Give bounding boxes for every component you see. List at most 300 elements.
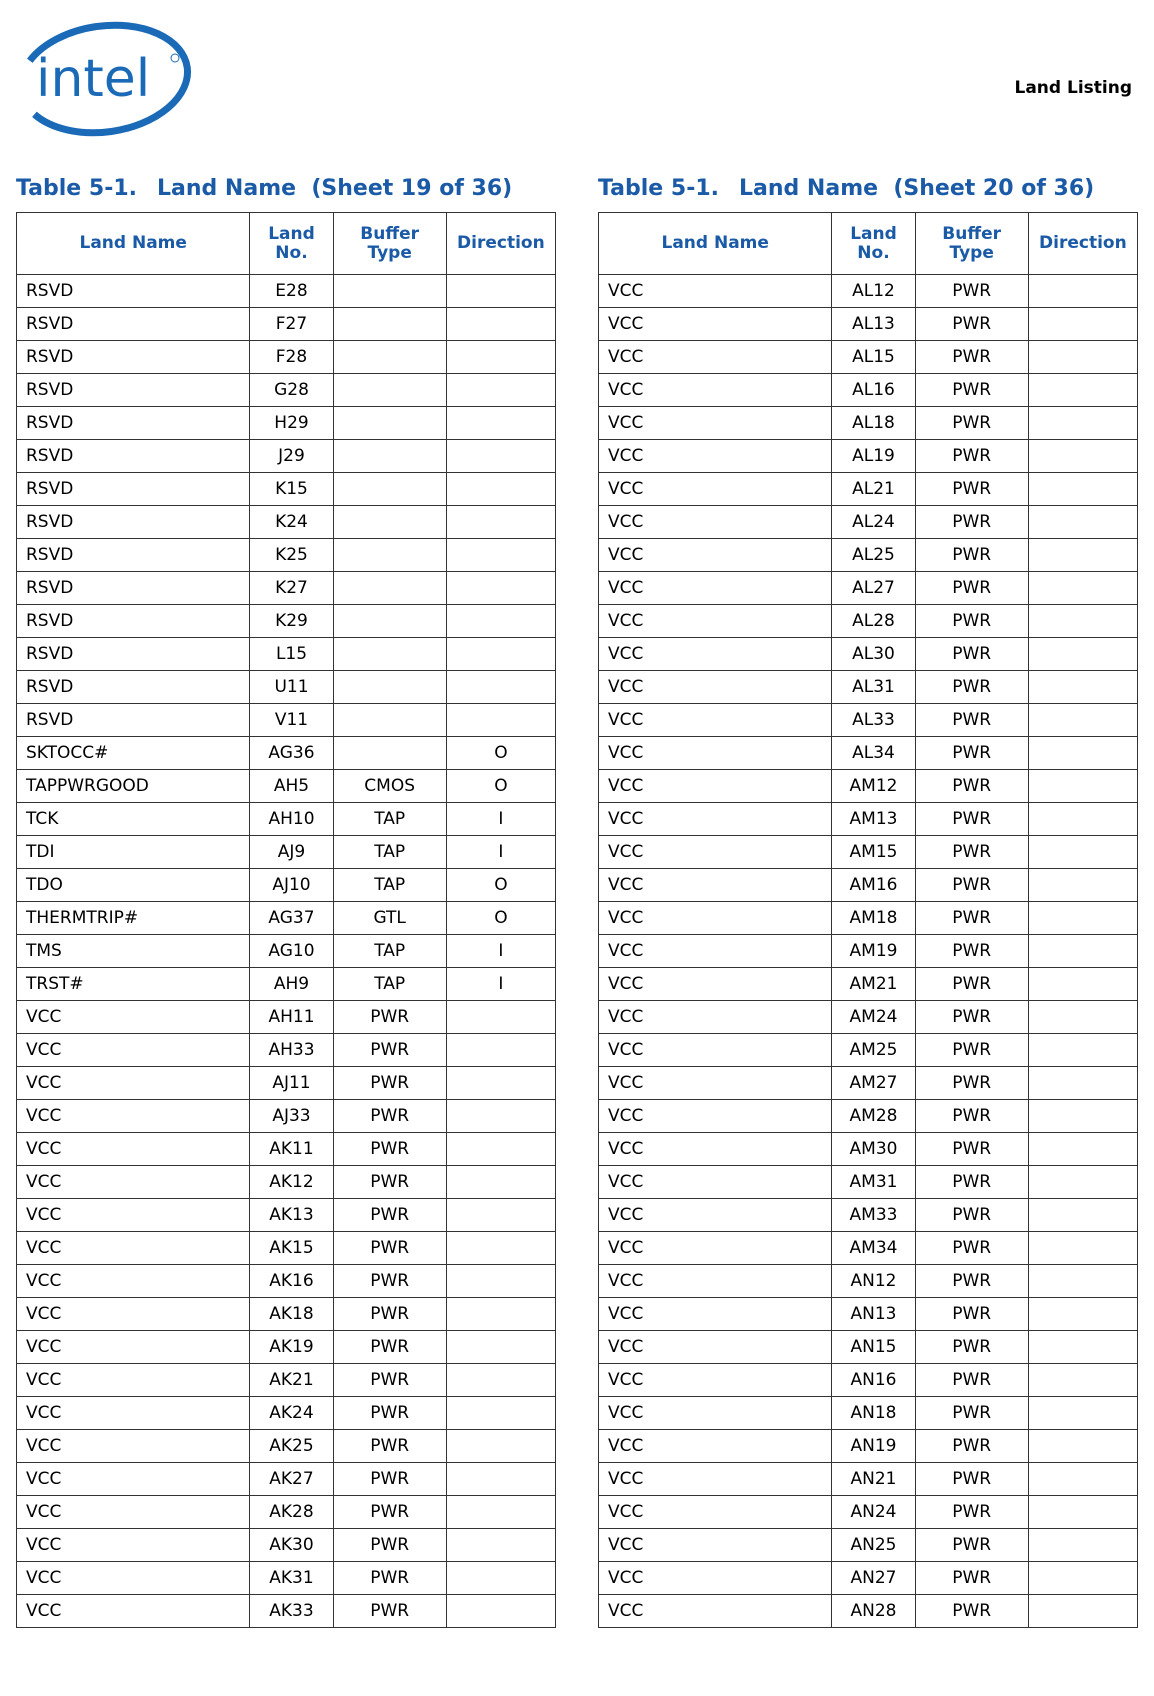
col-header-direction-text: Direction xyxy=(457,233,545,253)
cell-land-no: E28 xyxy=(250,275,333,308)
cell-land-name: VCC xyxy=(599,1100,832,1133)
table-row xyxy=(599,374,1138,407)
cell-land-name: VCC xyxy=(599,374,832,407)
table-row xyxy=(17,539,556,572)
cell-direction xyxy=(1028,1430,1137,1463)
cell-land-name: VCC xyxy=(17,1496,250,1529)
cell-land-name: VCC xyxy=(17,1034,250,1067)
table-row xyxy=(599,1562,1138,1595)
cell-direction xyxy=(1028,1298,1137,1331)
cell-land-no: AM19 xyxy=(832,935,915,968)
cell-direction xyxy=(446,1562,555,1595)
cell-land-name: VCC xyxy=(599,935,832,968)
cell-direction xyxy=(1028,539,1137,572)
cell-land-no: AM34 xyxy=(832,1232,915,1265)
cell-land-name: VCC xyxy=(599,902,832,935)
cell-land-name: VCC xyxy=(599,1529,832,1562)
table-row xyxy=(17,341,556,374)
cell-land-no: V11 xyxy=(250,704,333,737)
cell-direction xyxy=(446,1067,555,1100)
cell-direction xyxy=(1028,506,1137,539)
cell-land-name: VCC xyxy=(599,1298,832,1331)
cell-direction: I xyxy=(446,935,555,968)
cell-land-name: TDI xyxy=(17,836,250,869)
cell-direction xyxy=(446,1595,555,1628)
col-header-land-name-text: Land Name xyxy=(79,233,187,253)
cell-direction xyxy=(1028,1265,1137,1298)
cell-land-name: VCC xyxy=(599,539,832,572)
cell-buffer-type: PWR xyxy=(915,1265,1028,1298)
cell-land-name: VCC xyxy=(599,803,832,836)
table-row xyxy=(599,1364,1138,1397)
cell-buffer-type: PWR xyxy=(333,1562,446,1595)
col-header-direction xyxy=(1028,213,1137,275)
cell-buffer-type xyxy=(333,671,446,704)
cell-land-name: VCC xyxy=(17,1001,250,1034)
table-row xyxy=(599,1199,1138,1232)
col-header-land-no-text: No. xyxy=(857,242,890,263)
table-row xyxy=(17,1331,556,1364)
cell-buffer-type: PWR xyxy=(915,1034,1028,1067)
cell-buffer-type xyxy=(333,638,446,671)
cell-direction xyxy=(446,1496,555,1529)
cell-buffer-type: PWR xyxy=(915,1100,1028,1133)
table-row xyxy=(17,506,556,539)
col-header-buffer-type-text: Buffer xyxy=(360,223,420,244)
cell-direction: O xyxy=(446,737,555,770)
cell-direction xyxy=(1028,737,1137,770)
table-row xyxy=(599,704,1138,737)
cell-land-name: TAPPWRGOOD xyxy=(17,770,250,803)
table-row xyxy=(17,704,556,737)
cell-land-name: VCC xyxy=(599,1232,832,1265)
cell-land-no: AL13 xyxy=(832,308,915,341)
cell-buffer-type: PWR xyxy=(333,1232,446,1265)
col-header-buffer-type xyxy=(915,213,1028,275)
table-row xyxy=(599,572,1138,605)
cell-land-name: RSVD xyxy=(17,605,250,638)
cell-buffer-type: PWR xyxy=(915,506,1028,539)
cell-direction xyxy=(1028,803,1137,836)
cell-direction xyxy=(1028,869,1137,902)
cell-buffer-type: CMOS xyxy=(333,770,446,803)
cell-land-name: VCC xyxy=(17,1067,250,1100)
table-row xyxy=(17,1034,556,1067)
cell-direction xyxy=(1028,1067,1137,1100)
table-row xyxy=(599,1397,1138,1430)
table-row xyxy=(599,1166,1138,1199)
cell-direction: O xyxy=(446,770,555,803)
table-row xyxy=(17,407,556,440)
cell-land-name: VCC xyxy=(599,1199,832,1232)
cell-buffer-type: PWR xyxy=(915,1529,1028,1562)
table-row xyxy=(599,935,1138,968)
cell-land-no: AN25 xyxy=(832,1529,915,1562)
table-row xyxy=(599,1001,1138,1034)
cell-land-name: VCC xyxy=(17,1166,250,1199)
cell-buffer-type: PWR xyxy=(333,1265,446,1298)
cell-direction xyxy=(1028,1232,1137,1265)
cell-land-name: RSVD xyxy=(17,341,250,374)
cell-buffer-type: TAP xyxy=(333,869,446,902)
cell-land-name: RSVD xyxy=(17,539,250,572)
cell-land-name: VCC xyxy=(599,605,832,638)
cell-land-name: VCC xyxy=(599,1001,832,1034)
table-row xyxy=(599,1133,1138,1166)
cell-land-no: AL34 xyxy=(832,737,915,770)
cell-land-no: AH33 xyxy=(250,1034,333,1067)
cell-land-no: AK27 xyxy=(250,1463,333,1496)
cell-buffer-type: PWR xyxy=(333,1133,446,1166)
cell-land-name: RSVD xyxy=(17,704,250,737)
cell-direction xyxy=(1028,1496,1137,1529)
cell-land-no: AN21 xyxy=(832,1463,915,1496)
table-row xyxy=(599,737,1138,770)
col-header-buffer-type-text: Type xyxy=(949,242,994,263)
cell-buffer-type: GTL xyxy=(333,902,446,935)
table-row xyxy=(17,1265,556,1298)
cell-land-no: AH11 xyxy=(250,1001,333,1034)
table-row xyxy=(17,374,556,407)
cell-land-no: AN13 xyxy=(832,1298,915,1331)
cell-direction: O xyxy=(446,869,555,902)
intel-logo xyxy=(14,18,194,140)
table-row xyxy=(17,1232,556,1265)
cell-land-name: VCC xyxy=(599,1133,832,1166)
land-table-1 xyxy=(16,172,556,1628)
cell-land-no: J29 xyxy=(250,440,333,473)
cell-direction xyxy=(446,341,555,374)
cell-land-no: H29 xyxy=(250,407,333,440)
cell-direction xyxy=(446,1100,555,1133)
cell-land-name: VCC xyxy=(17,1364,250,1397)
col-header-land-no-text: No. xyxy=(275,242,308,263)
cell-land-no: AK19 xyxy=(250,1331,333,1364)
header-row xyxy=(17,213,556,275)
cell-land-name: VCC xyxy=(599,1463,832,1496)
table-row xyxy=(17,1430,556,1463)
cell-buffer-type xyxy=(333,308,446,341)
cell-direction xyxy=(1028,968,1137,1001)
cell-buffer-type: PWR xyxy=(915,1397,1028,1430)
cell-land-name: VCC xyxy=(599,407,832,440)
cell-buffer-type: PWR xyxy=(915,572,1028,605)
table-row xyxy=(17,770,556,803)
cell-land-no: F27 xyxy=(250,308,333,341)
cell-buffer-type: PWR xyxy=(915,902,1028,935)
cell-land-name: TCK xyxy=(17,803,250,836)
cell-land-name: VCC xyxy=(599,836,832,869)
cell-buffer-type: PWR xyxy=(915,1232,1028,1265)
table-caption-text: Land Name (Sheet 20 of 36) xyxy=(739,176,1095,201)
cell-land-name: RSVD xyxy=(17,407,250,440)
cell-direction xyxy=(446,1034,555,1067)
land-table-2 xyxy=(598,172,1138,1628)
cell-buffer-type: PWR xyxy=(333,1529,446,1562)
table-row xyxy=(599,275,1138,308)
cell-direction xyxy=(446,704,555,737)
table-row xyxy=(599,1100,1138,1133)
cell-land-no: AM18 xyxy=(832,902,915,935)
cell-land-name: VCC xyxy=(599,704,832,737)
cell-buffer-type: PWR xyxy=(333,1331,446,1364)
cell-land-name: RSVD xyxy=(17,308,250,341)
cell-direction: I xyxy=(446,803,555,836)
cell-land-name: VCC xyxy=(599,638,832,671)
cell-buffer-type xyxy=(333,539,446,572)
table-row xyxy=(17,803,556,836)
cell-land-no: AM30 xyxy=(832,1133,915,1166)
cell-land-no: K15 xyxy=(250,473,333,506)
table-row xyxy=(17,440,556,473)
table-row xyxy=(599,1298,1138,1331)
cell-direction xyxy=(1028,308,1137,341)
cell-land-name: VCC xyxy=(17,1265,250,1298)
cell-direction xyxy=(1028,902,1137,935)
cell-direction xyxy=(446,1331,555,1364)
cell-direction xyxy=(1028,1034,1137,1067)
cell-buffer-type: PWR xyxy=(333,1001,446,1034)
table-row xyxy=(17,671,556,704)
cell-buffer-type: TAP xyxy=(333,968,446,1001)
table-row xyxy=(599,506,1138,539)
cell-buffer-type: PWR xyxy=(915,341,1028,374)
cell-buffer-type xyxy=(333,737,446,770)
cell-buffer-type: PWR xyxy=(915,704,1028,737)
cell-direction xyxy=(446,308,555,341)
cell-land-name: RSVD xyxy=(17,638,250,671)
cell-land-name: RSVD xyxy=(17,671,250,704)
header-row xyxy=(599,213,1138,275)
table-caption-text: Land Name (Sheet 19 of 36) xyxy=(157,176,513,201)
cell-land-no: K24 xyxy=(250,506,333,539)
cell-land-name: THERMTRIP# xyxy=(17,902,250,935)
cell-buffer-type: PWR xyxy=(915,1562,1028,1595)
cell-land-no: AM24 xyxy=(832,1001,915,1034)
table-row xyxy=(599,902,1138,935)
cell-buffer-type: PWR xyxy=(333,1463,446,1496)
table-caption xyxy=(598,172,1138,212)
cell-buffer-type: PWR xyxy=(915,605,1028,638)
cell-land-no: AK21 xyxy=(250,1364,333,1397)
cell-land-no: K25 xyxy=(250,539,333,572)
cell-land-name: VCC xyxy=(599,1034,832,1067)
cell-direction xyxy=(1028,671,1137,704)
cell-land-no: AJ9 xyxy=(250,836,333,869)
cell-buffer-type: PWR xyxy=(915,308,1028,341)
cell-land-no: AK28 xyxy=(250,1496,333,1529)
table-row xyxy=(599,1529,1138,1562)
cell-direction xyxy=(1028,1166,1137,1199)
cell-land-name: RSVD xyxy=(17,572,250,605)
cell-direction xyxy=(446,407,555,440)
cell-land-name: RSVD xyxy=(17,275,250,308)
table-row xyxy=(17,1562,556,1595)
cell-direction xyxy=(1028,605,1137,638)
cell-land-name: VCC xyxy=(17,1397,250,1430)
cell-direction xyxy=(1028,572,1137,605)
cell-buffer-type: PWR xyxy=(915,737,1028,770)
cell-direction xyxy=(1028,1529,1137,1562)
cell-direction xyxy=(1028,638,1137,671)
cell-buffer-type: TAP xyxy=(333,935,446,968)
table-row xyxy=(17,1298,556,1331)
cell-land-no: AM33 xyxy=(832,1199,915,1232)
cell-land-no: K27 xyxy=(250,572,333,605)
cell-buffer-type: PWR xyxy=(915,836,1028,869)
cell-direction xyxy=(446,374,555,407)
cell-direction xyxy=(1028,374,1137,407)
cell-land-no: AL31 xyxy=(832,671,915,704)
table-row xyxy=(17,935,556,968)
cell-direction xyxy=(446,473,555,506)
table-row xyxy=(599,1463,1138,1496)
table-row xyxy=(17,737,556,770)
cell-buffer-type: PWR xyxy=(915,1298,1028,1331)
cell-land-name: TRST# xyxy=(17,968,250,1001)
cell-direction xyxy=(1028,770,1137,803)
cell-land-no: AK15 xyxy=(250,1232,333,1265)
cell-direction xyxy=(446,1298,555,1331)
cell-buffer-type: PWR xyxy=(333,1364,446,1397)
table-row xyxy=(17,572,556,605)
cell-buffer-type: PWR xyxy=(915,671,1028,704)
table-row xyxy=(599,308,1138,341)
cell-land-no: AH5 xyxy=(250,770,333,803)
cell-land-no: AM28 xyxy=(832,1100,915,1133)
table-row xyxy=(599,1067,1138,1100)
cell-land-name: VCC xyxy=(17,1562,250,1595)
table-row xyxy=(17,1463,556,1496)
cell-land-no: AL30 xyxy=(832,638,915,671)
table-caption-prefix: Table 5-1. xyxy=(16,176,137,201)
cell-land-no: AL33 xyxy=(832,704,915,737)
cell-land-no: AK25 xyxy=(250,1430,333,1463)
table-row xyxy=(17,1595,556,1628)
cell-land-name: VCC xyxy=(599,1265,832,1298)
cell-land-name: VCC xyxy=(17,1595,250,1628)
table-row xyxy=(17,1133,556,1166)
table-row xyxy=(17,1166,556,1199)
cell-land-name: VCC xyxy=(17,1298,250,1331)
table-row xyxy=(17,308,556,341)
cell-land-name: TMS xyxy=(17,935,250,968)
cell-land-no: AN15 xyxy=(832,1331,915,1364)
cell-land-no: AK12 xyxy=(250,1166,333,1199)
table-row xyxy=(17,836,556,869)
cell-direction xyxy=(1028,1133,1137,1166)
cell-buffer-type: PWR xyxy=(915,1595,1028,1628)
cell-land-no: F28 xyxy=(250,341,333,374)
cell-direction xyxy=(446,1232,555,1265)
cell-direction xyxy=(446,1001,555,1034)
cell-buffer-type: PWR xyxy=(915,968,1028,1001)
cell-direction xyxy=(446,572,555,605)
table-row xyxy=(599,440,1138,473)
cell-buffer-type: PWR xyxy=(915,275,1028,308)
cell-land-no: AJ10 xyxy=(250,869,333,902)
col-header-land-no-text: Land xyxy=(850,223,897,244)
cell-buffer-type xyxy=(333,473,446,506)
cell-land-name: VCC xyxy=(599,1595,832,1628)
cell-buffer-type: PWR xyxy=(333,1034,446,1067)
cell-land-no: U11 xyxy=(250,671,333,704)
table-row xyxy=(599,539,1138,572)
cell-buffer-type xyxy=(333,704,446,737)
logo-wordmark: intel xyxy=(36,49,151,109)
cell-land-name: VCC xyxy=(599,1331,832,1364)
cell-land-no: AM15 xyxy=(832,836,915,869)
cell-direction: O xyxy=(446,902,555,935)
table-row xyxy=(599,473,1138,506)
cell-land-no: AJ33 xyxy=(250,1100,333,1133)
table-row xyxy=(17,1397,556,1430)
cell-land-no: AM16 xyxy=(832,869,915,902)
cell-land-no: AK24 xyxy=(250,1397,333,1430)
table-row xyxy=(17,275,556,308)
cell-land-no: AN19 xyxy=(832,1430,915,1463)
cell-land-name: VCC xyxy=(17,1199,250,1232)
cell-buffer-type: PWR xyxy=(915,539,1028,572)
cell-buffer-type: PWR xyxy=(915,1166,1028,1199)
cell-land-name: VCC xyxy=(599,1430,832,1463)
table-caption xyxy=(16,172,556,212)
cell-direction xyxy=(1028,341,1137,374)
cell-buffer-type: PWR xyxy=(915,407,1028,440)
cell-buffer-type xyxy=(333,374,446,407)
cell-land-no: AL12 xyxy=(832,275,915,308)
table-row xyxy=(599,341,1138,374)
col-header-land-name xyxy=(599,213,832,275)
cell-land-no: L15 xyxy=(250,638,333,671)
cell-direction xyxy=(446,638,555,671)
cell-land-no: AN16 xyxy=(832,1364,915,1397)
cell-buffer-type: PWR xyxy=(333,1166,446,1199)
cell-buffer-type: PWR xyxy=(333,1595,446,1628)
cell-land-name: RSVD xyxy=(17,506,250,539)
cell-direction xyxy=(1028,1199,1137,1232)
cell-direction xyxy=(446,1166,555,1199)
table-row xyxy=(599,803,1138,836)
cell-buffer-type xyxy=(333,275,446,308)
table-row xyxy=(599,638,1138,671)
cell-buffer-type: PWR xyxy=(333,1397,446,1430)
land-table xyxy=(16,212,556,1628)
cell-land-name: VCC xyxy=(599,1397,832,1430)
cell-land-name: VCC xyxy=(17,1430,250,1463)
cell-direction xyxy=(1028,1397,1137,1430)
cell-buffer-type: TAP xyxy=(333,836,446,869)
cell-land-no: AN27 xyxy=(832,1562,915,1595)
col-header-direction-text: Direction xyxy=(1039,233,1127,253)
table-row xyxy=(599,1595,1138,1628)
cell-buffer-type xyxy=(333,605,446,638)
cell-buffer-type: PWR xyxy=(333,1430,446,1463)
cell-buffer-type: PWR xyxy=(333,1199,446,1232)
cell-land-no: AL19 xyxy=(832,440,915,473)
col-header-land-no xyxy=(250,213,333,275)
cell-buffer-type: PWR xyxy=(915,374,1028,407)
cell-buffer-type xyxy=(333,407,446,440)
cell-land-name: VCC xyxy=(17,1331,250,1364)
cell-direction xyxy=(446,1463,555,1496)
cell-land-name: VCC xyxy=(599,968,832,1001)
col-header-land-no-text: Land xyxy=(268,223,315,244)
table-row xyxy=(599,1496,1138,1529)
table-row xyxy=(599,1331,1138,1364)
cell-land-name: VCC xyxy=(599,1364,832,1397)
cell-land-name: VCC xyxy=(599,308,832,341)
